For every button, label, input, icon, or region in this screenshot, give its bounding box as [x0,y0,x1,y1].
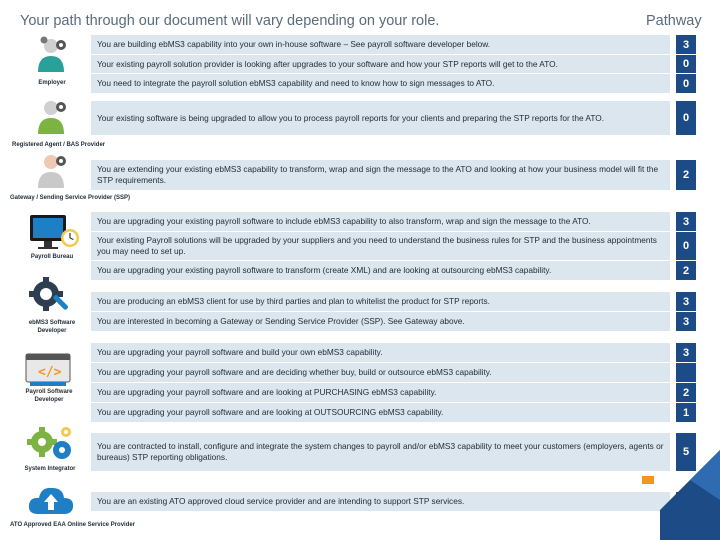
list-item: You are building ebMS3 capability into your own in-house software – See payroll software developer below. [91,35,670,54]
role-label-payroll-bureau: Payroll Bureau [30,254,74,260]
role-label-registered-agent: Registered Agent / BAS Provider [12,142,106,148]
role-label-gateway: Gateway / Sending Service Provider (SSP) [10,195,131,201]
agent-person-gear-icon [32,96,72,140]
list-item: You are upgrading your existing payroll software to include ebMS3 capability to also transform, wrap and sign the message to the ATO. [91,212,670,231]
pathway-badge [676,363,696,382]
pathway-badge: 3 [676,212,696,231]
pathway-badge: 2 [676,160,696,190]
pathway-badge: 0 [676,55,696,73]
gears-icon [26,424,78,464]
pathway-column-header: Pathway [646,13,702,29]
pathway-badge: 3 [676,312,696,331]
code-screen-icon [24,352,72,388]
svg-text:</>: </> [38,365,62,380]
pathway-badge: 5 [676,433,696,471]
employer-person-gear-icon [32,34,72,78]
list-item: You are an existing ATO approved cloud service provider and are intending to support STP services. [91,492,670,511]
role-label-employer: Employer [38,80,66,86]
list-item: You are extending your existing ebMS3 capability to transform, wrap and sign the message to the ATO and looking at how your business model will fit the STP requirements. [91,160,670,190]
pathway-badge: 2 [676,261,696,280]
role-label-payroll-software-developer: Payroll Software Developer [25,389,73,403]
pathway-badge: 0 [676,74,696,93]
page-title: Your path through our document will vary depending on your role. [20,13,440,29]
list-item: Your existing software is being upgraded to allow you to process payroll reports for your clients and preparing the STP reports for the ATO. [91,101,670,135]
pathway-badge: 3 [676,292,696,311]
pathway-badge: 0 [676,232,696,260]
monitor-clock-icon [28,212,80,252]
pathway-badge: 2 [676,383,696,402]
list-item: You are upgrading your payroll software and are looking at PURCHASING ebMS3 capability. [91,383,670,402]
cloud-upload-icon [26,480,76,520]
list-item: You are upgrading your payroll software and are deciding whether buy, build or outsource ebMS3 capability. [91,363,670,382]
list-item: Your existing Payroll solutions will be upgraded by your suppliers and you need to understand the business rules for STP and the business appointments you may need to set up. [91,232,670,260]
pathway-badge: 0 [676,101,696,135]
list-item: You are upgrading your payroll software and are looking at OUTSOURCING ebMS3 capability. [91,403,670,422]
list-item: Your existing payroll solution provider is looking after upgrades to your software and how your STP reports will get to the ATO. [91,55,670,73]
pathway-badge: 3 [676,343,696,362]
list-item: You need to integrate the payroll solution ebMS3 capability and need to know how to sign messages to ATO. [91,74,670,93]
gateway-person-gear-icon [32,150,72,194]
decorative-corner-shape [640,450,720,540]
pathway-badge: 1 [676,403,696,422]
list-item: You are producing an ebMS3 client for use by third parties and plan to whitelist the product for STP reports. [91,292,670,311]
list-item: You are interested in becoming a Gateway or Sending Service Provider (SSP). See Gateway above. [91,312,670,331]
role-label-system-integrator: System Integrator [24,466,76,472]
role-label-ebms3-software-developer: ebMS3 Software Developer [28,320,76,334]
wrench-gear-icon [28,276,72,316]
role-label-ato-online-service-provider: ATO Approved EAA Online Service Provider [10,522,136,528]
pathway-badge: 3 [676,35,696,54]
list-item: You are upgrading your payroll software and build your own ebMS3 capability. [91,343,670,362]
list-item: You are upgrading your existing payroll software to transform (create XML) and are looking at outsourcing ebMS3 capability. [91,261,670,280]
list-item: You are contracted to install, configure and integrate the system changes to payroll and/or ebMS3 capability to meet your customers (employers, agents or bureaus) STP reporting obligations. [91,433,670,471]
